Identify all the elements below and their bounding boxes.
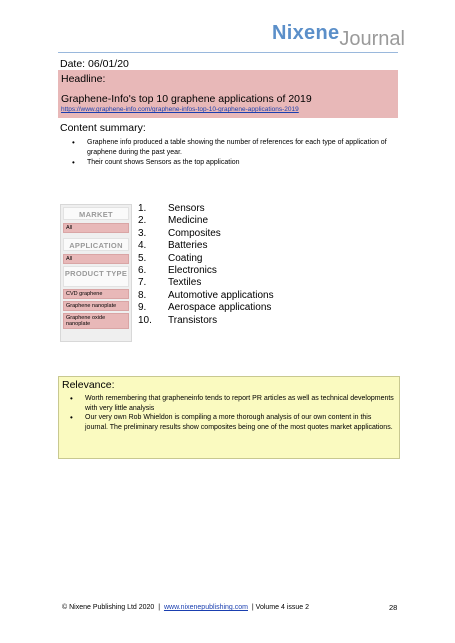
relevance-list: [70, 394, 395, 432]
headline-title: Graphene-Info's top 10 graphene applications of 2019: [61, 93, 312, 105]
relevance-title: Relevance:: [62, 379, 115, 391]
application-header: APPLICATION: [63, 238, 129, 251]
list-item: 8. Automotive applications: [138, 289, 274, 301]
page-footer: [62, 604, 309, 611]
article-date: Date: 06/01/20: [60, 58, 129, 70]
page-number: 28: [389, 603, 398, 612]
summary-title: Content summary:: [60, 122, 146, 134]
list-item: 2. Medicine: [138, 215, 209, 227]
list-item: 9. Aerospace applications: [138, 302, 272, 314]
footer-volume: Volume 4 issue 2: [255, 604, 309, 611]
logo-journal: Journal: [339, 28, 405, 50]
list-item: 6. Electronics: [138, 265, 217, 277]
headline-box: [58, 70, 398, 118]
list-item: 5. Coating: [138, 252, 203, 264]
headline-label: Headline:: [61, 73, 106, 85]
list-item: 1. Sensors: [138, 203, 205, 214]
list-item: 3. Composites: [138, 227, 221, 239]
footer-copyright: © Nixene Publishing Ltd 2020: [62, 604, 155, 611]
application-filter-all[interactable]: All: [63, 254, 129, 264]
top-applications-list: [138, 203, 274, 327]
footer-website-link[interactable]: www.nixenepublishing.com: [163, 604, 248, 611]
filter-panel: [60, 204, 132, 342]
summary-bullet: • Their count shows Sensors as the top application: [72, 158, 392, 168]
relevance-bullet: • Worth remembering that grapheneinfo tends to report PR articles as well as technical developments with very little analysis: [70, 394, 395, 413]
footer-separator: |: [158, 604, 161, 611]
footer-separator: |: [251, 604, 254, 611]
journal-logo: [272, 22, 405, 52]
summary-list: [72, 138, 392, 169]
relevance-box: [58, 376, 400, 459]
source-link[interactable]: https://www.graphene-info.com/graphene-infos-top-10-graphene-applications-2019: [61, 106, 299, 113]
summary-bullet: • Graphene info produced a table showing the number of references for each type of application of graphene during the past year.: [72, 138, 392, 157]
product-type-header: PRODUCT TYPE: [63, 266, 129, 287]
product-type-graphene-oxide-nanoplate[interactable]: Graphene oxide nanoplate: [63, 313, 129, 329]
market-filter-all[interactable]: All: [63, 223, 129, 233]
logo-nixene: Nixene: [272, 22, 340, 44]
product-type-cvd-graphene[interactable]: CVD graphene: [63, 289, 129, 299]
product-type-graphene-nanoplate[interactable]: Graphene nanoplate: [63, 301, 129, 311]
header-divider: [58, 52, 398, 53]
list-item: 7. Textiles: [138, 277, 202, 289]
relevance-bullet: • Our very own Rob Whieldon is compiling a more thorough analysis of our own content in this journal. The preliminary results show composites being one of the most quotes market applications.: [70, 413, 395, 432]
market-header: MARKET: [63, 207, 129, 220]
list-item: 4. Batteries: [138, 240, 208, 252]
list-item: 10. Transistors: [138, 314, 218, 326]
